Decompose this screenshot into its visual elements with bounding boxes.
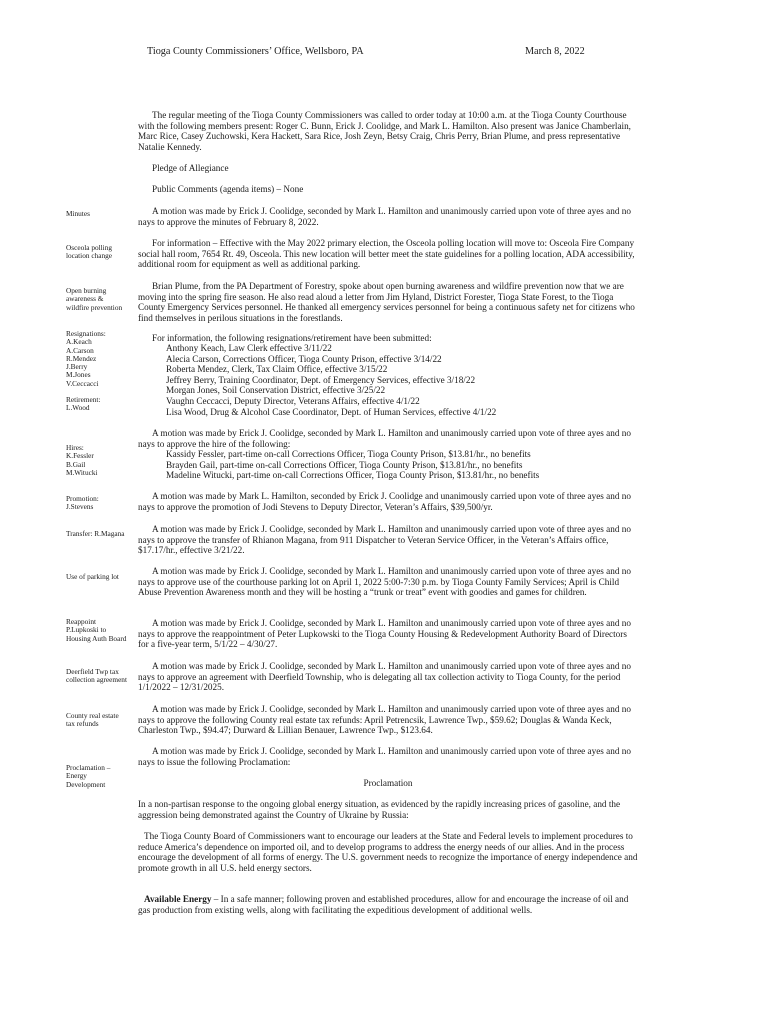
margin-label-reappoint: Reappoint P.Lupkoski to Housing Auth Board	[66, 617, 127, 643]
margin-hire-name: M.Witucki	[66, 467, 98, 477]
burning-paragraph	[138, 281, 638, 323]
parking-paragraph	[138, 566, 638, 598]
refunds-paragraph	[138, 704, 638, 736]
available-energy-text: – In a safe manner; following proven and established procedures, allow for and encourage the increase of oil and gas production from existing wells, along with facilitating the expeditious development of additional wells.	[138, 894, 629, 915]
margin-resignation-name: A.Carson	[66, 345, 94, 355]
margin-label-minutes: Minutes	[66, 209, 90, 218]
hires-text: A motion was made by Erick J. Coolidge, seconded by Mark L. Hamilton and unanimously carried upon vote of three ayes and no nays to approve the hire of the following:	[138, 428, 631, 449]
reappoint-text: A motion was made by Erick J. Coolidge, seconded by Mark L. Hamilton and unanimously carried upon vote of three ayes and no nays to approve the reappointment of Peter Lupkowski to the Tioga County Housing & Redevelopment Authority Board of Directors for a five-year term, 5/1/22 – 4/30/27.	[138, 618, 631, 650]
margin-resignations-title: Resignations:	[66, 329, 106, 338]
promotion-text: A motion was made by Mark L. Hamilton, seconded by Erick J. Coolidge and unanimously carried upon vote of three ayes and no nays to approve the promotion of Jodi Stevens to Deputy Director, Veteran’s Affairs, $39,500/yr.	[138, 491, 631, 512]
margin-label-proclamation: Proclamation – Energy Development	[66, 763, 111, 789]
margin-label-transfer: Transfer: R.Magana	[66, 529, 125, 538]
margin-label-refunds: County real estate tax refunds	[66, 711, 119, 729]
burning-text: Brian Plume, from the PA Department of Forestry, spoke about open burning awareness and wildfire prevention now that we are moving into the spring fire season. He also read aloud a letter from Jim Hyland, District Forester, Tioga State Forest, to the Tioga County Emergency Services personnel. He thanked all emergency services personnel for being a continuous safety net for citizens who find themselves in perilous situations in the forestlands.	[138, 281, 635, 323]
resignations-list	[166, 343, 496, 417]
public-comments-line: Public Comments (agenda items) – None	[152, 184, 304, 194]
margin-hire-name: K.Fessler	[66, 451, 94, 461]
proclamation-paragraph-2-text: The Tioga County Board of Commissioners want to encourage our leaders at the State and Federal levels to implement procedures to reduce America’s dependence on imported oil, and to develop programs to address the energy needs of our allies. And in the process encourage the development of all forms of energy. The U.S. government needs to recognize the importance of energy independence and promote growth in all U.S. held energy sectors.	[138, 831, 638, 873]
minutes-paragraph	[138, 206, 638, 227]
margin-label-promotion: Promotion: J.Stevens	[66, 494, 99, 512]
proclamation-paragraph-1: In a non-partisan response to the ongoing global energy situation, as evidenced by the rapidly increasing prices of gasoline, and the aggression being demonstrated against the Country of Ukraine by Russia:	[138, 799, 621, 820]
margin-hire-name: B.Gail	[66, 459, 86, 469]
promotion-paragraph	[138, 491, 638, 512]
margin-resignation-name: A.Keach	[66, 337, 92, 347]
osceola-paragraph	[138, 238, 638, 270]
margin-label-parking: Use of parking lot	[66, 572, 119, 581]
pledge-line: Pledge of Allegiance	[152, 163, 229, 173]
margin-resignations	[66, 330, 128, 413]
hires-paragraph	[138, 428, 638, 449]
proclamation-motion-text: A motion was made by Erick J. Coolidge, seconded by Mark L. Hamilton and unanimously carried upon vote of three ayes and no nays to issue the following Proclamation:	[138, 746, 631, 767]
reappoint-paragraph	[138, 618, 638, 650]
margin-retirement-title: Retirement:	[66, 395, 101, 405]
call-to-order-text: The regular meeting of the Tioga County Commissioners was called to order today at 10:00 a.m. at the Tioga County Courthouse with the following members present: Roger C. Bunn, Erick J. Coolidge, and Mark L. Hamilton. Also present was Janice Chamberlain, Marc Rice, Casey Zuchowski, Kera Hackett, Sara Rice, Josh Zeyn, Betsy Craig, Chris Perry, Brian Plume, and press representative Natalie Kennedy.	[138, 110, 631, 152]
call-to-order-paragraph	[138, 110, 638, 152]
margin-resignation-name: M.Jones	[66, 370, 91, 380]
margin-hires-title: Hires:	[66, 443, 84, 452]
list-item: Lisa Wood, Drug & Alcohol Case Coordinator, Dept. of Human Services, effective 4/1/22	[166, 406, 497, 417]
list-item: Alecia Carson, Corrections Officer, Tioga County Prison, effective 3/14/22	[166, 353, 442, 364]
list-item: Madeline Witucki, part-time on-call Corrections Officer, Tioga County Prison, $13.81/hr., no benefits	[166, 470, 540, 481]
parking-text: A motion was made by Erick J. Coolidge, seconded by Mark L. Hamilton and unanimously carried upon vote of three ayes and no nays to approve use of the courthouse parking lot on April 1, 2022 5:00-7:30 p.m. by Tioga County Family Services; April is Child Abuse Prevention Awareness month and they will be hosting a “trunk or treat” event with goodies and games for children.	[138, 566, 631, 598]
proclamation-paragraph-3	[138, 894, 638, 915]
margin-retirement-name: L.Wood	[66, 403, 90, 413]
transfer-text: A motion was made by Erick J. Coolidge, seconded by Mark L. Hamilton and unanimously carried upon vote of three ayes and no nays to approve the transfer of Rhianon Magana, from 911 Dispatcher to Veteran Service Officer, in the Veteran’s Affairs office, $17.17/hr., effective 3/21/22.	[138, 524, 631, 556]
margin-label-deerfield: Deerfield Twp tax collection agreement	[66, 667, 127, 685]
list-item: Vaughn Ceccacci, Deputy Director, Veterans Affairs, effective 4/1/22	[166, 395, 420, 406]
margin-resignation-name: J.Berry	[66, 362, 88, 372]
resignations-intro: For information, the following resignations/retirement have been submitted:	[152, 333, 432, 343]
transfer-paragraph	[138, 524, 638, 556]
header-office: Tioga County Commissioners’ Office, Wellsboro, PA	[147, 46, 364, 57]
list-item: Jeffrey Berry, Training Coordinator, Dept. of Emergency Services, effective 3/18/22	[166, 374, 476, 385]
deerfield-text: A motion was made by Erick J. Coolidge, seconded by Mark L. Hamilton and unanimously carried upon vote of three ayes and no nays to approve an agreement with Deerfield Township, who is delegating all tax collection activity to Tioga County, for the period 1/1/2022 – 12/31/2025.	[138, 661, 631, 693]
minutes-text: A motion was made by Erick J. Coolidge, seconded by Mark L. Hamilton and unanimously carried upon vote of three ayes and no nays to approve the minutes of February 8, 2022.	[138, 206, 631, 227]
osceola-text: For information – Effective with the May 2022 primary election, the Osceola polling location will move to: Osceola Fire Company social hall room, 7654 Rt. 49, Osceola. This new location will better meet the state guidelines for a polling location, ADA accessibility, additional room for equipment as well as additional parking.	[138, 238, 635, 270]
margin-hires	[66, 444, 128, 477]
list-item: Brayden Gail, part-time on-call Corrections Officer, Tioga County Prison, $13.81/hr., no benefits	[166, 459, 523, 470]
refunds-text: A motion was made by Erick J. Coolidge, seconded by Mark L. Hamilton and unanimously carried upon vote of three ayes and no nays to approve the following County real estate tax refunds: April Petrencsik, Lawrence Twp., $59.62; Douglas & Wanda Keck, Charleston Twp., $94.47; Durward & Lillian Benauer, Lawrence Twp., $123.64.	[138, 704, 631, 736]
margin-label-osceola: Osceola polling location change	[66, 243, 113, 261]
list-item: Kassidy Fessler, part-time on-call Corrections Officer, Tioga County Prison, $13.81/hr., no benefits	[166, 449, 531, 459]
hires-list	[166, 449, 539, 481]
margin-label-burning: Open burning awareness & wildfire prevention	[66, 286, 123, 312]
margin-resignation-name: R.Mendez	[66, 353, 97, 363]
list-item: Anthony Keach, Law Clerk effective 3/11/22	[166, 343, 332, 353]
list-item: Morgan Jones, Soil Conservation District, effective 3/25/22	[166, 385, 386, 396]
available-energy-heading: Available Energy	[144, 894, 212, 904]
proclamation-heading: Proclamation	[363, 778, 413, 788]
margin-resignation-name: V.Ceccacci	[66, 378, 99, 388]
proclamation-paragraph-2	[138, 831, 638, 873]
deerfield-paragraph	[138, 661, 638, 693]
list-item: Roberta Mendez, Clerk, Tax Claim Office, effective 3/15/22	[166, 364, 388, 375]
header-date: March 8, 2022	[525, 46, 585, 57]
proclamation-motion-paragraph	[138, 746, 638, 767]
